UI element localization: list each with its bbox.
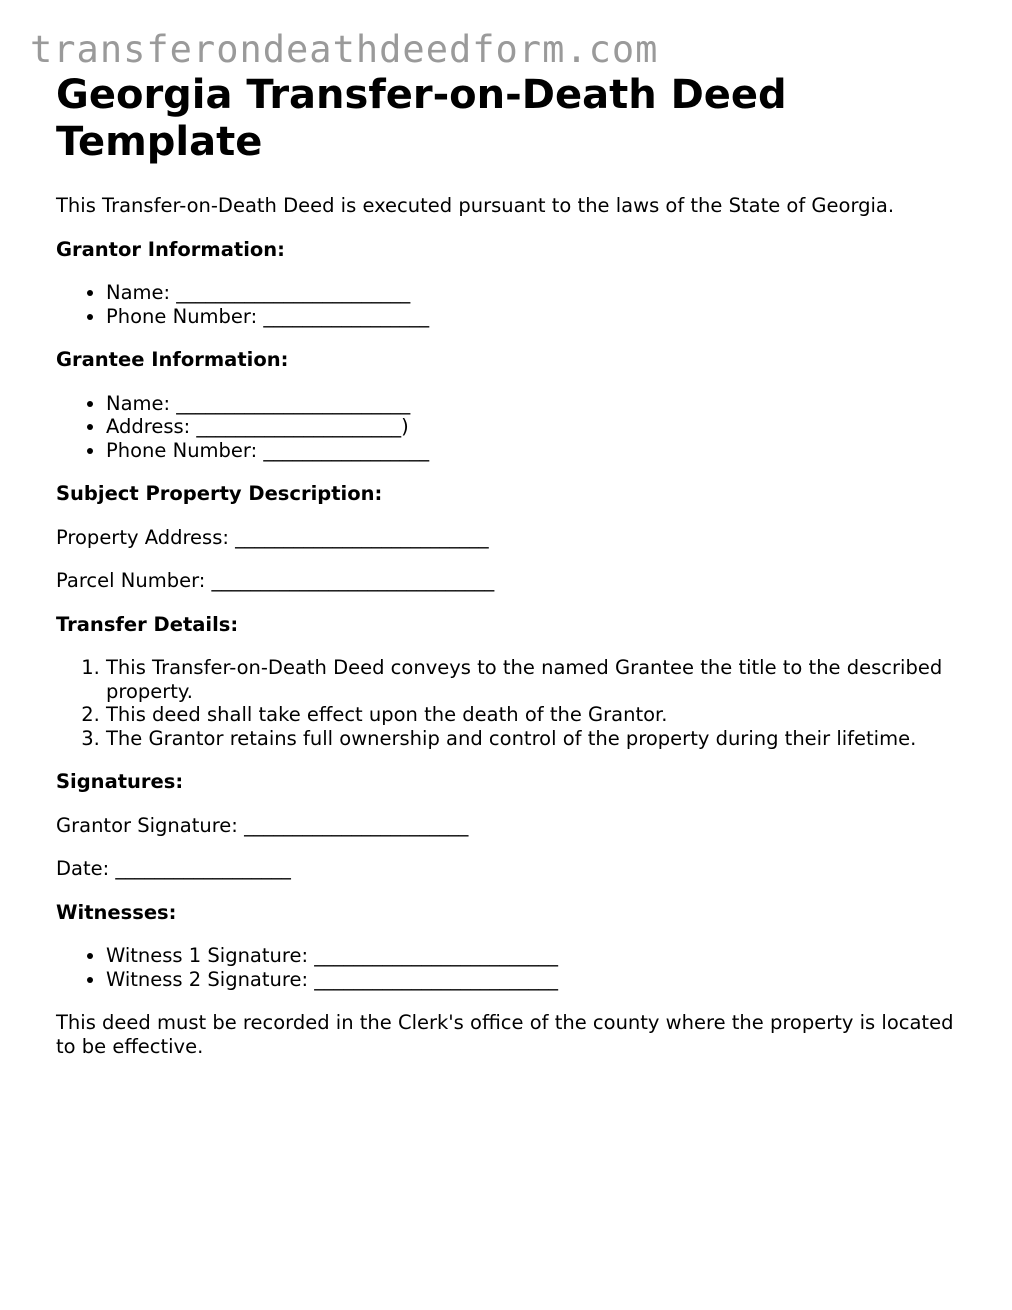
witnesses-list <box>56 944 966 991</box>
grantee-phone-field: • Phone Number: _________________ <box>106 439 966 463</box>
witness-1-signature-field: • Witness 1 Signature: _________________________ <box>106 944 966 968</box>
document-body <box>56 72 966 1078</box>
transfer-item: 1. This Transfer-on-Death Deed conveys to the named Grantee the title to the described property. <box>106 656 966 703</box>
transfer-item: 2. This deed shall take effect upon the death of the Grantor. <box>106 703 966 727</box>
grantee-address-field: • Address: _____________________) <box>106 415 966 439</box>
grantee-list <box>56 392 966 463</box>
grantor-heading: Grantor Information: <box>56 237 285 261</box>
grantee-heading: Grantee Information: <box>56 348 289 371</box>
transfer-heading: Transfer Details: <box>56 612 239 636</box>
witness-2-signature-field: • Witness 2 Signature: _________________________ <box>106 968 966 992</box>
recording-note: This deed must be recorded in the Clerk's office of the county where the property is located to be effective. <box>56 1011 954 1058</box>
intro-paragraph: This Transfer-on-Death Deed is executed pursuant to the laws of the State of Georgia. <box>56 194 895 217</box>
site-watermark: transferondeathdeedform.com <box>30 28 659 71</box>
transfer-list <box>56 656 966 750</box>
document-title: Georgia Transfer-on-Death Deed Template <box>56 72 787 165</box>
grantor-list <box>56 281 966 328</box>
date-field: Date: __________________ <box>56 857 291 880</box>
transfer-item: 3. The Grantor retains full ownership and control of the property during their lifetime. <box>106 727 966 751</box>
property-address-field: Property Address: __________________________ <box>56 525 489 549</box>
grantor-phone-field: • Phone Number: _________________ <box>106 305 966 329</box>
witnesses-heading: Witnesses: <box>56 900 177 924</box>
parcel-number-field: Parcel Number: _____________________________ <box>56 569 495 592</box>
grantor-signature-field: Grantor Signature: _______________________ <box>56 813 469 837</box>
property-heading: Subject Property Description: <box>56 482 383 505</box>
grantor-name-field: • Name: ________________________ <box>106 281 966 305</box>
grantee-name-field: • Name: ________________________ <box>106 392 966 416</box>
signatures-heading: Signatures: <box>56 770 184 793</box>
